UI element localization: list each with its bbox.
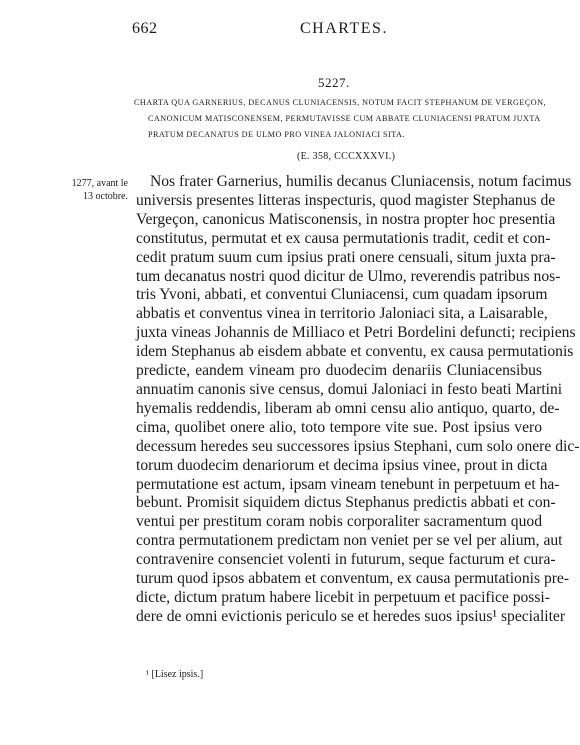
summary-line: PRATUM DECANATUS DE ULMO PRO VINEA JALONIACI SITA.	[148, 130, 405, 139]
text-line: contra permutationem predictam non veniet per se vel per alium, aut	[136, 532, 563, 550]
source-reference: (E. 358, CCCXXXVI.)	[297, 151, 396, 162]
summary-line: CHARTA QUA GARNERIUS, DECANUS CLUNIACENSIS, NOTUM FACIT STEPHANUM DE VERGEÇON,	[134, 98, 546, 107]
footnote: ¹ [Lisez ipsis.]	[146, 669, 204, 680]
text-line: cima, quolibet onere alio, toto tempore vite sue. Post ipsius vero	[136, 418, 542, 436]
margin-date	[30, 177, 128, 203]
text-line: annuatim canonis sive census, domui Jaloniaci in festo beati Martini	[136, 380, 563, 398]
text-line: tris Yvoni, abbati, et conventui Cluniacensi, cum quadam ipsorum	[136, 286, 548, 304]
text-line: universis presentes litteras inspecturis, quod magister Stephanus de	[136, 191, 556, 209]
margin-date-line: 13 octobre.	[83, 191, 128, 202]
text-line: abbatis et conventus vinea in territorio Jaloniaci sita, a Laisarable,	[136, 305, 548, 323]
charter-text	[136, 173, 580, 627]
page-number: 662	[132, 20, 158, 37]
text-line: Nos frater Garnerius, humilis decanus Cluniacensis, notum facimus	[150, 173, 572, 190]
margin-date-line: 1277, avant le	[71, 178, 128, 189]
text-line: cedit pratum suum cum ipsius prati onere censuali, situm juxta pra-	[136, 248, 556, 266]
text-line: dere de omni evictionis periculo se et heredes suos ipsius¹ specialiter	[136, 607, 566, 625]
text-line: contravenire consenciet volenti in futurum, seque facturum et cura-	[136, 551, 556, 569]
text-line: ventui per prestitum coram nobis corporaliter sacramentum quod	[136, 513, 542, 531]
charter-number: 5227.	[318, 75, 350, 90]
text-line: decessum heredes seu successores ipsius Stephani, cum solo onere dic-	[136, 437, 580, 455]
text-line: turum quod ipsos abbatem et conventum, ex causa permutationis pre-	[136, 570, 570, 588]
running-title: CHARTES.	[300, 20, 388, 37]
text-line: predicte, eandem vineam pro duodecim denariis Cluniacensibus	[136, 362, 542, 380]
text-line: hyemalis reddendis, liberam ab omni censu alio antiquo, quarto, de-	[136, 399, 560, 417]
text-line: torum duodecim denariorum et decima ipsius vinee, prout in dicta	[136, 456, 548, 474]
text-line: dicte, dictum pratum habere licebit in perpetuum et pacifice possi-	[136, 588, 550, 606]
text-line: constitutus, permutat et ex causa permutationis tradit, cedit et con-	[136, 229, 551, 247]
text-line: Vergeçon, canonicus Matisconensis, in nostra propter hoc presentia	[136, 210, 556, 228]
text-line: permutatione est actum, ipsam vineam tenebunt in perpetuum et ha-	[136, 475, 560, 493]
text-line: juxta vineas Johannis de Milliaco et Petri Bordelini defuncti; recipiens	[136, 324, 576, 342]
summary-line: CANONICUM MATISCONENSEM, PERMUTAVISSE CUM ABBATE CLUNIACENSI PRATUM JUXTA	[148, 114, 541, 123]
text-line: tum decanatus nostri quod dicitur de Ulmo, reverendis patribus nos-	[136, 267, 561, 285]
text-line: bebunt. Promisit siquidem dictus Stephanus predictis abbati et con-	[136, 494, 556, 512]
charter-summary	[134, 95, 546, 143]
text-line: idem Stephanus ab eisdem abbate et conventu, ex causa permutationis	[136, 343, 574, 361]
